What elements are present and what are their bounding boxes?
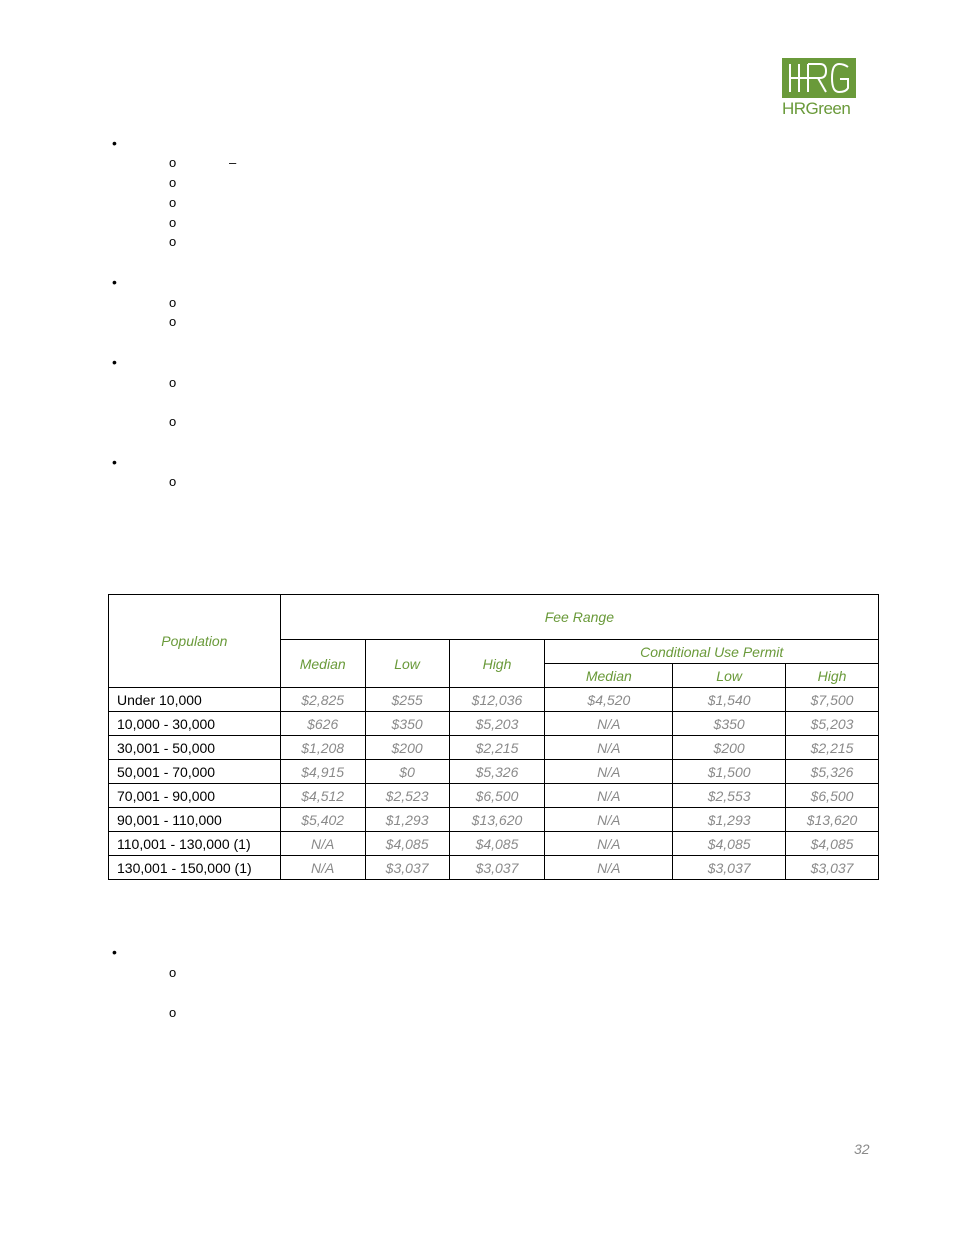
- sub-bullet-marker: o: [169, 965, 177, 980]
- cup-low-cell: $1,293: [673, 808, 786, 832]
- cup-low-cell: $1,540: [673, 688, 786, 712]
- cup-high-cell: $2,215: [786, 736, 879, 760]
- cup-median-cell: N/A: [545, 832, 673, 856]
- table-row: [109, 760, 879, 784]
- cup-high-cell: $5,203: [786, 712, 879, 736]
- population-cell: 10,000 - 30,000: [109, 712, 281, 736]
- low-cell: $200: [365, 736, 449, 760]
- fee-range-table: [108, 594, 879, 880]
- cup-low-cell: $3,037: [673, 856, 786, 880]
- cup-median-cell: N/A: [545, 736, 673, 760]
- cup-low-cell: $200: [673, 736, 786, 760]
- cup-median-cell: N/A: [545, 856, 673, 880]
- sub-bullet-marker: o: [169, 375, 177, 390]
- median-cell: $1,208: [280, 736, 365, 760]
- sub-bullet-marker: o: [169, 234, 177, 249]
- cup-high-cell: $3,037: [786, 856, 879, 880]
- bullet-marker: •: [112, 944, 117, 960]
- cup-high-cell: $5,326: [786, 760, 879, 784]
- high-cell: $3,037: [449, 856, 545, 880]
- table-row: [109, 832, 879, 856]
- sub-bullet-marker: o: [169, 314, 177, 329]
- sub-bullet-marker: o: [169, 1005, 177, 1020]
- bullet-marker: •: [112, 354, 117, 370]
- median-cell: $626: [280, 712, 365, 736]
- hrgreen-logo: [782, 58, 858, 119]
- table-row: [109, 856, 879, 880]
- low-cell: $2,523: [365, 784, 449, 808]
- population-cell: 130,001 - 150,000 (1): [109, 856, 281, 880]
- table-row: [109, 712, 879, 736]
- population-cell: 50,001 - 70,000: [109, 760, 281, 784]
- cup-median-cell: N/A: [545, 784, 673, 808]
- header-cup-median: Median: [545, 664, 673, 688]
- median-cell: $2,825: [280, 688, 365, 712]
- sub-bullet-marker: o: [169, 474, 177, 489]
- bullet-marker: •: [112, 454, 117, 470]
- sub-bullet-marker: o: [169, 155, 177, 170]
- low-cell: $255: [365, 688, 449, 712]
- low-cell: $3,037: [365, 856, 449, 880]
- median-cell: N/A: [280, 856, 365, 880]
- header-fee-range: Fee Range: [280, 595, 878, 640]
- header-median: Median: [280, 640, 365, 688]
- header-cup-low: Low: [673, 664, 786, 688]
- header-population: Population: [109, 595, 281, 688]
- logo-text: HRGreen: [782, 99, 851, 118]
- sub-bullet-marker: o: [169, 414, 177, 429]
- cup-low-cell: $2,553: [673, 784, 786, 808]
- median-cell: N/A: [280, 832, 365, 856]
- bullet-marker: •: [112, 274, 117, 290]
- sub-bullet-marker: o: [169, 215, 177, 230]
- cup-high-cell: $4,085: [786, 832, 879, 856]
- logo-mark: [782, 58, 856, 98]
- high-cell: $5,203: [449, 712, 545, 736]
- low-cell: $0: [365, 760, 449, 784]
- sub-bullet-marker: o: [169, 295, 177, 310]
- header-conditional-use-permit: Conditional Use Permit: [545, 640, 879, 664]
- table-body: [109, 688, 879, 880]
- high-cell: $13,620: [449, 808, 545, 832]
- population-cell: 30,001 - 50,000: [109, 736, 281, 760]
- cup-low-cell: $1,500: [673, 760, 786, 784]
- cup-median-cell: N/A: [545, 760, 673, 784]
- cup-high-cell: $6,500: [786, 784, 879, 808]
- table-row: [109, 808, 879, 832]
- population-cell: Under 10,000: [109, 688, 281, 712]
- median-cell: $5,402: [280, 808, 365, 832]
- dash-mark: –: [229, 155, 237, 170]
- cup-high-cell: $7,500: [786, 688, 879, 712]
- sub-bullet-marker: o: [169, 195, 177, 210]
- header-low: Low: [365, 640, 449, 688]
- cup-median-cell: N/A: [545, 808, 673, 832]
- page-number: 32: [854, 1141, 870, 1157]
- cup-median-cell: $4,520: [545, 688, 673, 712]
- population-cell: 90,001 - 110,000: [109, 808, 281, 832]
- low-cell: $4,085: [365, 832, 449, 856]
- high-cell: $6,500: [449, 784, 545, 808]
- median-cell: $4,915: [280, 760, 365, 784]
- header-cup-high: High: [786, 664, 879, 688]
- high-cell: $12,036: [449, 688, 545, 712]
- low-cell: $1,293: [365, 808, 449, 832]
- header-high: High: [449, 640, 545, 688]
- sub-bullet-marker: o: [169, 175, 177, 190]
- bullet-marker: •: [112, 135, 117, 151]
- table-row: [109, 688, 879, 712]
- cup-median-cell: N/A: [545, 712, 673, 736]
- high-cell: $2,215: [449, 736, 545, 760]
- table-row: [109, 736, 879, 760]
- low-cell: $350: [365, 712, 449, 736]
- cup-low-cell: $350: [673, 712, 786, 736]
- population-cell: 110,001 - 130,000 (1): [109, 832, 281, 856]
- cup-high-cell: $13,620: [786, 808, 879, 832]
- high-cell: $4,085: [449, 832, 545, 856]
- population-cell: 70,001 - 90,000: [109, 784, 281, 808]
- median-cell: $4,512: [280, 784, 365, 808]
- high-cell: $5,326: [449, 760, 545, 784]
- cup-low-cell: $4,085: [673, 832, 786, 856]
- table-row: [109, 784, 879, 808]
